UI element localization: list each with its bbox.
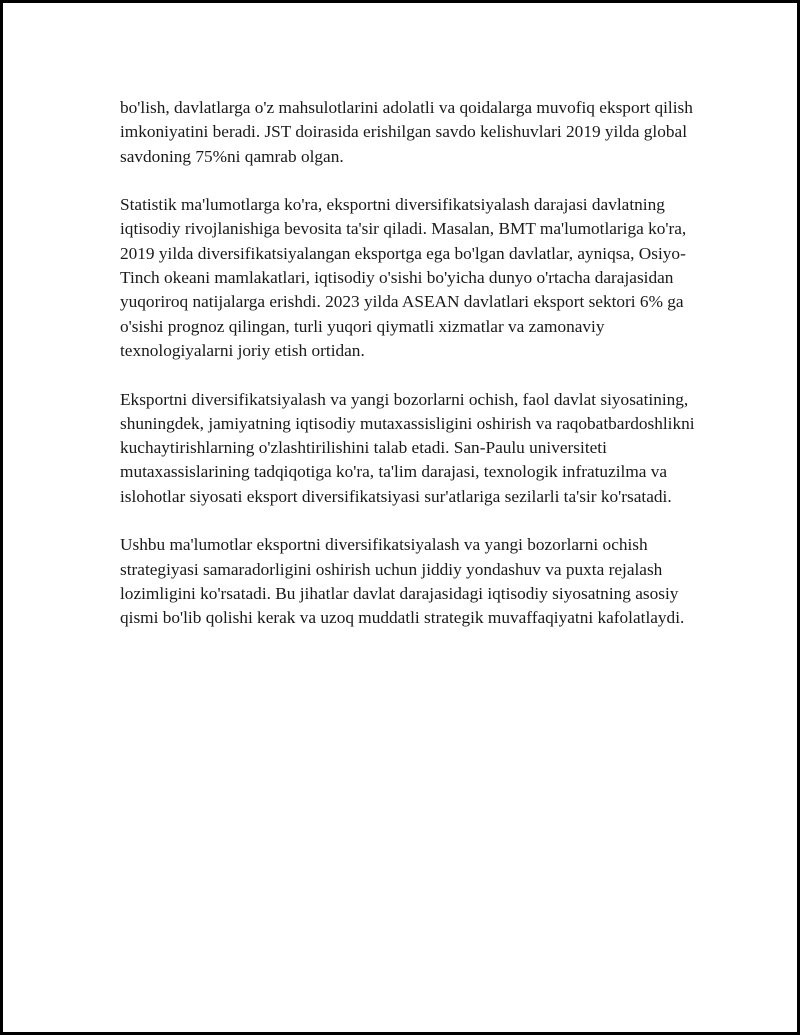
document-body	[120, 96, 700, 655]
paragraph-4: Ushbu ma'lumotlar eksportni diversifikatsiyalash va yangi bozorlarni ochish strategiyasi samaradorligini oshirish uchun jiddiy yondashuv va puxta rejalash lozimligini ko'rsatadi. Bu jihatlar davlat darajasidagi iqtisodiy siyosatning asosiy qismi bo'lib qolishi kerak va uzoq muddatli strategik muvaffaqiyatni kafolatlaydi.	[120, 535, 685, 628]
paragraph-3: Eksportni diversifikatsiyalash va yangi bozorlarni ochish, faol davlat siyosatining, shuningdek, jamiyatning iqtisodiy mutaxassisligini oshirish va raqobatbardoshlikni kuchaytirishlarning o'zlashtirilishini talab etadi. San-Paulu universiteti mutaxassislarining tadqiqotiga ko'ra, ta'lim darajasi, texnologik infratuzilma va islohotlar siyosati eksport diversifikatsiyasi sur'atlariga sezilarli ta'sir ko'rsatadi.	[120, 389, 695, 506]
paragraph-2: Statistik ma'lumotlarga ko'ra, eksportni diversifikatsiyalash darajasi davlatning iqtisodiy rivojlanishiga bevosita ta'sir qiladi. Masalan, BMT ma'lumotlariga ko'ra, 2019 yilda diversifikatsiyalangan eksportga ega bo'lgan davlatlar, ayniqsa, Osiyo-Tinch okeani mamlakatlari, iqtisodiy o'sishi bo'yicha dunyo o'rtacha darajasidan yuqoriroq natijalarga erishdi. 2023 yilda ASEAN davlatlari eksport sektori 6% ga o'sishi prognoz qilingan, turli yuqori qiymatli xizmatlar va zamonaviy texnologiyalarni joriy etish ortidan.	[120, 195, 687, 360]
paragraph-1: bo'lish, davlatlarga o'z mahsulotlarini adolatli va qoidalarga muvofiq eksport qilish imkoniyatini beradi. JST doirasida erishilgan savdo kelishuvlari 2019 yilda global savdoning 75%ni qamrab olgan.	[120, 98, 693, 166]
